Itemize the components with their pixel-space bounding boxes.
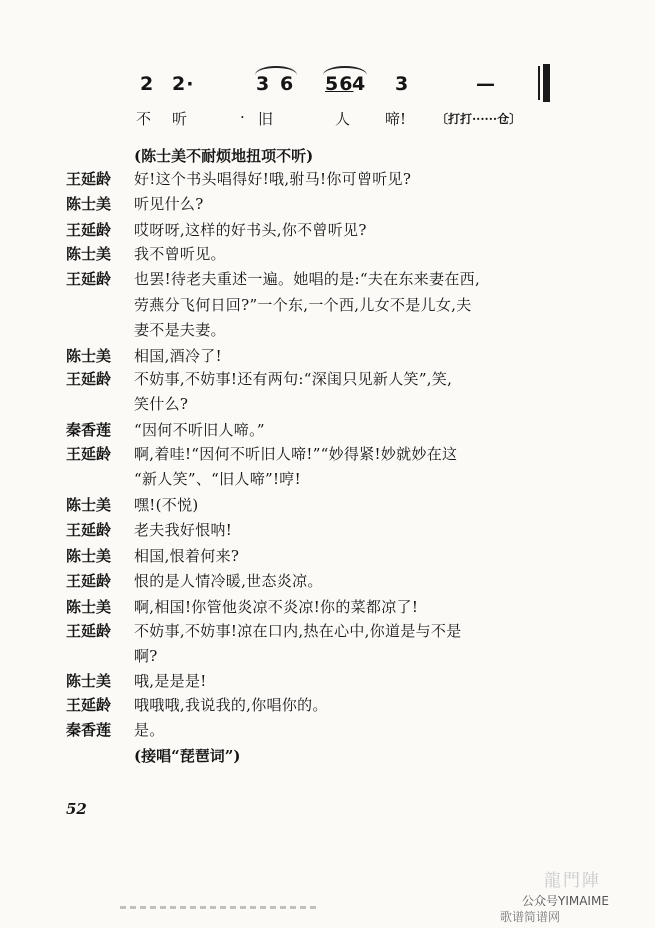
speaker: 陈士美 bbox=[66, 245, 112, 263]
note: 2 bbox=[140, 73, 155, 95]
dialogue-line: 嘿!(不悦) bbox=[134, 496, 199, 514]
watermark-text: 歌谱简谱网 bbox=[500, 910, 561, 924]
speaker: 王延龄 bbox=[66, 572, 112, 590]
dialogue-line: 啊,相国!你管他炎凉不炎凉!你的菜都凉了! bbox=[134, 598, 419, 616]
speaker: 秦香莲 bbox=[66, 421, 112, 439]
dialogue-line: 不妨事,不妨事!还有两句:“深闺只见新人笑”,笑, bbox=[134, 370, 453, 388]
speaker: 陈士美 bbox=[66, 347, 112, 365]
dash: — bbox=[476, 73, 496, 95]
speaker: 王延龄 bbox=[66, 445, 112, 463]
dialogue-line: 恨的是人情冷暖,世态炎凉。 bbox=[134, 572, 323, 590]
speaker: 陈士美 bbox=[66, 547, 112, 565]
speaker: 陈士美 bbox=[66, 195, 112, 213]
percussion-cue: 〔打打······仓〕 bbox=[436, 112, 522, 126]
lyric: · bbox=[240, 108, 245, 126]
dialogue-line: 相国,恨着何来? bbox=[134, 547, 240, 565]
lyric: 旧 bbox=[258, 110, 274, 128]
speaker: 陈士美 bbox=[66, 496, 112, 514]
speaker: 王延龄 bbox=[66, 370, 112, 388]
dialogue-line: 老夫我好恨呐! bbox=[134, 521, 233, 539]
note: 3 bbox=[395, 73, 410, 95]
dialogue-line: 也罢!待老夫重述一遍。她唱的是:“夫在东来妻在西, bbox=[134, 270, 481, 288]
lyric: 听 bbox=[172, 110, 188, 128]
speaker: 陈士美 bbox=[66, 672, 112, 690]
dialogue-line: 相国,酒冷了! bbox=[134, 347, 222, 365]
dialogue-line: 我不曾听见。 bbox=[134, 245, 226, 263]
stage-direction: (陈士美不耐烦地扭项不听) bbox=[134, 147, 314, 165]
speaker: 王延龄 bbox=[66, 622, 112, 640]
dialogue-line: 不妨事,不妨事!凉在口内,热在心中,你道是与不是 bbox=[134, 622, 462, 640]
note: 56 bbox=[325, 73, 354, 95]
dialogue-line: 听见什么? bbox=[134, 195, 204, 213]
watermark-logo: 龍門陣 bbox=[544, 871, 601, 891]
dialogue-line: 哦,是是是! bbox=[134, 672, 207, 690]
note: 3 bbox=[256, 73, 271, 95]
dialogue-line: 啊,着哇!“因何不听旧人啼!”“妙得紧!妙就妙在这 bbox=[134, 445, 458, 463]
speaker: 王延龄 bbox=[66, 170, 112, 188]
dialogue-line: 哎呀呀,这样的好书头,你不曾听见? bbox=[134, 221, 367, 239]
scan-artifact bbox=[120, 906, 320, 909]
dialogue-line: “因何不听旧人啼。” bbox=[134, 421, 265, 439]
speaker: 王延龄 bbox=[66, 270, 112, 288]
speaker: 王延龄 bbox=[66, 221, 112, 239]
lyric: 啼! bbox=[385, 110, 407, 128]
lyric: 人 bbox=[335, 110, 351, 128]
dialogue-line: 是。 bbox=[134, 721, 165, 739]
dialogue-line: 好!这个书头唱得好!哦,驸马!你可曾听见? bbox=[134, 170, 412, 188]
speaker: 秦香莲 bbox=[66, 721, 112, 739]
dialogue-line: 笑什么? bbox=[134, 395, 189, 413]
watermark-text: 公众号YIMAIME bbox=[522, 894, 609, 908]
lyric: 不 bbox=[136, 110, 152, 128]
dialogue-line: 啊? bbox=[134, 647, 158, 665]
note: 6 bbox=[280, 73, 295, 95]
barline-thick bbox=[543, 64, 550, 102]
speaker: 陈士美 bbox=[66, 598, 112, 616]
speaker: 王延龄 bbox=[66, 521, 112, 539]
dialogue-line: 妻不是夫妻。 bbox=[134, 321, 226, 339]
barline-thin bbox=[538, 66, 540, 100]
stage-direction: (接唱“琵琶词”) bbox=[134, 747, 241, 765]
note: 4 bbox=[352, 73, 367, 95]
dialogue-line: “新人笑”、“旧人啼”!哼! bbox=[134, 470, 301, 488]
page-number: 52 bbox=[66, 800, 87, 818]
dialogue-line: 劳燕分飞何日回?”一个东,一个西,儿女不是儿女,夫 bbox=[134, 296, 472, 314]
speaker: 王延龄 bbox=[66, 696, 112, 714]
note: 2· bbox=[172, 73, 195, 95]
dialogue-line: 哦哦哦,我说我的,你唱你的。 bbox=[134, 696, 328, 714]
